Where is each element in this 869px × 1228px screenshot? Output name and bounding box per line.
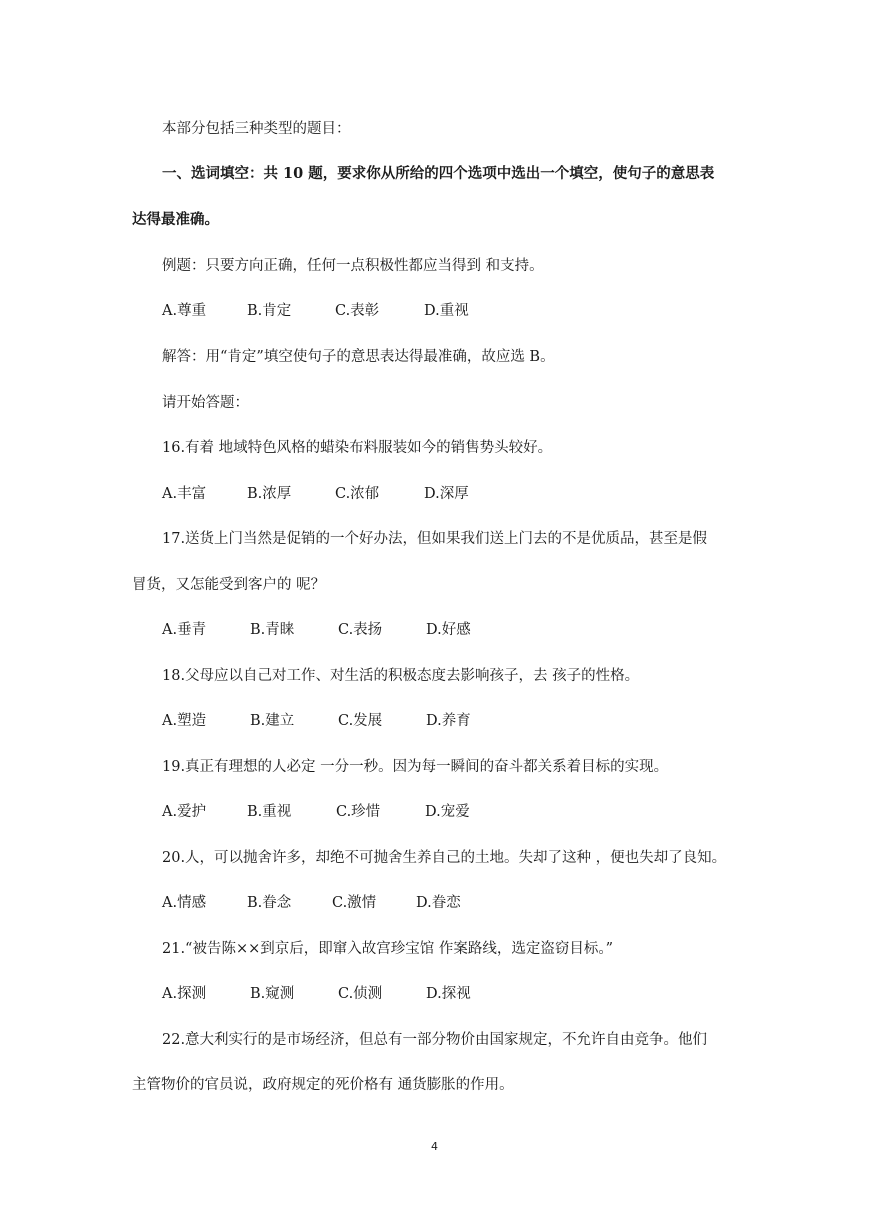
- q21-option-d: D.探视: [426, 986, 471, 1002]
- question-18: 18.父母应以自己对工作、对生活的积极态度去影响孩子，去 孩子的性格。: [162, 668, 640, 684]
- q19-option-b: B.重视: [247, 804, 292, 820]
- section-title: 一、选词填空：共 10 题，要求你从所给的四个选项中选出一个填空，使句子的意思表: [162, 165, 715, 182]
- example-question: 例题：只要方向正确，任何一点积极性都应当得到 和支持。: [162, 258, 544, 274]
- example-option-a: A.尊重: [162, 303, 207, 319]
- question-20: 20.人，可以抛舍许多，却绝不可抛舍生养自己的土地。失却了这种 ，便也失却了良知。: [162, 850, 727, 866]
- q20-option-b: B.眷念: [247, 895, 292, 911]
- question-17-continued: 冒货，又怎能受到客户的 呢？: [132, 577, 326, 593]
- q17-option-a: A.垂青: [162, 622, 207, 638]
- page-number: 4: [431, 1140, 438, 1153]
- q18-option-a: A.塑造: [162, 713, 207, 729]
- q16-option-d: D.深厚: [424, 486, 469, 502]
- q18-option-c: C.发展: [338, 713, 383, 729]
- question-16: 16.有着 地域特色风格的蜡染布料服装如今的销售势头较好。: [162, 440, 553, 456]
- q16-option-c: C.浓郁: [335, 486, 380, 502]
- example-option-d: D.重视: [424, 303, 469, 319]
- example-option-b: B.肯定: [247, 303, 292, 319]
- question-19: 19.真正有理想的人必定 一分一秒。因为每一瞬间的奋斗都关系着目标的实现。: [162, 759, 669, 775]
- intro-text: 本部分包括三种类型的题目：: [162, 121, 351, 137]
- q20-option-d: D.眷恋: [416, 895, 461, 911]
- q20-option-a: A.情感: [162, 895, 207, 911]
- q21-option-a: A.探测: [162, 986, 207, 1002]
- example-answer: 解答：用“肯定”填空使句子的意思表达得最准确，故应选 B。: [162, 349, 555, 365]
- q21-option-c: C.侦测: [338, 986, 383, 1002]
- q16-option-a: A.丰富: [162, 486, 207, 502]
- q16-option-b: B.浓厚: [247, 486, 292, 502]
- q18-option-b: B.建立: [250, 713, 295, 729]
- q19-option-d: D.宠爱: [425, 804, 470, 820]
- question-22: 22.意大利实行的是市场经济，但总有一部分物价由国家规定，不允许自由竞争。他们: [162, 1032, 708, 1048]
- question-22-continued: 主管物价的官员说，政府规定的死价格有 通货膨胀的作用。: [132, 1077, 514, 1093]
- start-prompt: 请开始答题：: [162, 395, 249, 411]
- q19-option-c: C.珍惜: [336, 804, 381, 820]
- section-title-continued: 达得最准确。: [132, 211, 219, 228]
- q17-option-c: C.表扬: [338, 622, 383, 638]
- question-17: 17.送货上门当然是促销的一个好办法，但如果我们送上门去的不是优质品，甚至是假: [162, 531, 708, 547]
- q20-option-c: C.激情: [332, 895, 377, 911]
- q17-option-d: D.好感: [426, 622, 471, 638]
- q17-option-b: B.青睐: [250, 622, 295, 638]
- question-21: 21.“被告陈××到京后，即窜入故宫珍宝馆 作案路线，选定盗窃目标。”: [162, 941, 614, 957]
- q18-option-d: D.养育: [426, 713, 471, 729]
- example-option-c: C.表彰: [335, 303, 380, 319]
- q21-option-b: B.窥测: [250, 986, 295, 1002]
- q19-option-a: A.爱护: [162, 804, 207, 820]
